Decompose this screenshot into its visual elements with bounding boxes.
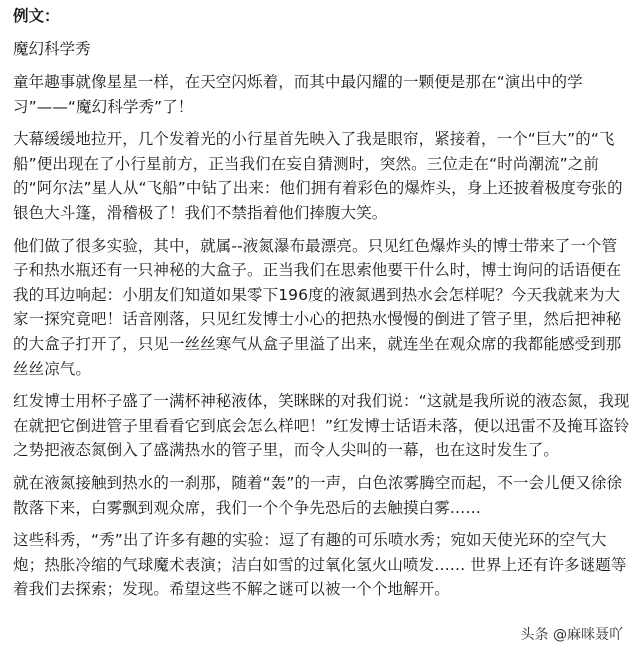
paragraph-2: 大幕缓缓地拉开，几个发着光的小行星首先映入了我是眼帘，紧接着，一个“巨大”的“飞船”便出现在了小行星前方，正当我们在妄自猜测时，突然。三位走在“时尚潮流”之前的“阿尔法”星人从“飞船”中钻了出来：他们拥有着彩色的爆炸头，身上还披着极度夸张的银色大斗篷，滑稽极了！我们不禁指着他们捧腹大笑。	[13, 130, 623, 222]
paragraph-4: 红发博士用杯子盛了一满杯神秘液体，笑眯眯的对我们说：“这就是我所说的液态氮，我现在就把它倒进管子里看看它到底会怎么样吧！”红发博士话语未落，便以迅雷不及掩耳盗铃之势把液态氮倒入了盛满热水的管子里，而令人尖叫的一幕，也在这时发生了。	[13, 392, 630, 460]
paragraph-3: 他们做了很多实验，其中，就属--液氮瀑布最漂亮。只见红色爆炸头的博士带来了一个管子和热水瓶还有一只神秘的大盒子。正当我们在思索他要干什么时，博士询问的话语便在我的耳边响起：小朋友们知道如果零下196度的液氮遇到热水会怎样呢？今天我就来为大家一探究竟吧！话音刚落，只见红发博士小心的把热水慢慢的倒进了管子里，然后把神秘的大盒子打开了，只见一丝丝寒气从盒子里溢了出来，就连坐在观众席的我都能感受到那丝丝凉气。	[13, 236, 622, 378]
article	[13, 4, 631, 610]
paragraph-5: 就在液氮接触到热水的一刹那，随着“轰”的一声，白色浓雾腾空而起，不一会儿便又徐徐散落下来，白雾飘到观众席，我们一个个争先恐后的去触摸白雾……	[13, 473, 623, 517]
paragraph-6: 这些科秀，“秀”出了许多有趣的实验：逗了有趣的可乐喷水秀；宛如天使光环的空气大炮；热胀冷缩的气球魔术表演；洁白如雪的过氧化氢火山喷发…… 世界上还有许多谜题等着我们去探索；发现。希望这些不解之谜可以被一个个地解开。	[13, 531, 627, 599]
article-title: 魔幻科学秀	[13, 40, 91, 58]
source-watermark: 头条 @麻咪聂吖	[518, 623, 626, 645]
paragraph-1: 童年趣事就像星星一样，在天空闪烁着，而其中最闪耀的一颗便是那在“演出中的学习”——“魔幻科学秀”了！	[13, 73, 583, 116]
example-heading: 例文：	[13, 7, 60, 25]
